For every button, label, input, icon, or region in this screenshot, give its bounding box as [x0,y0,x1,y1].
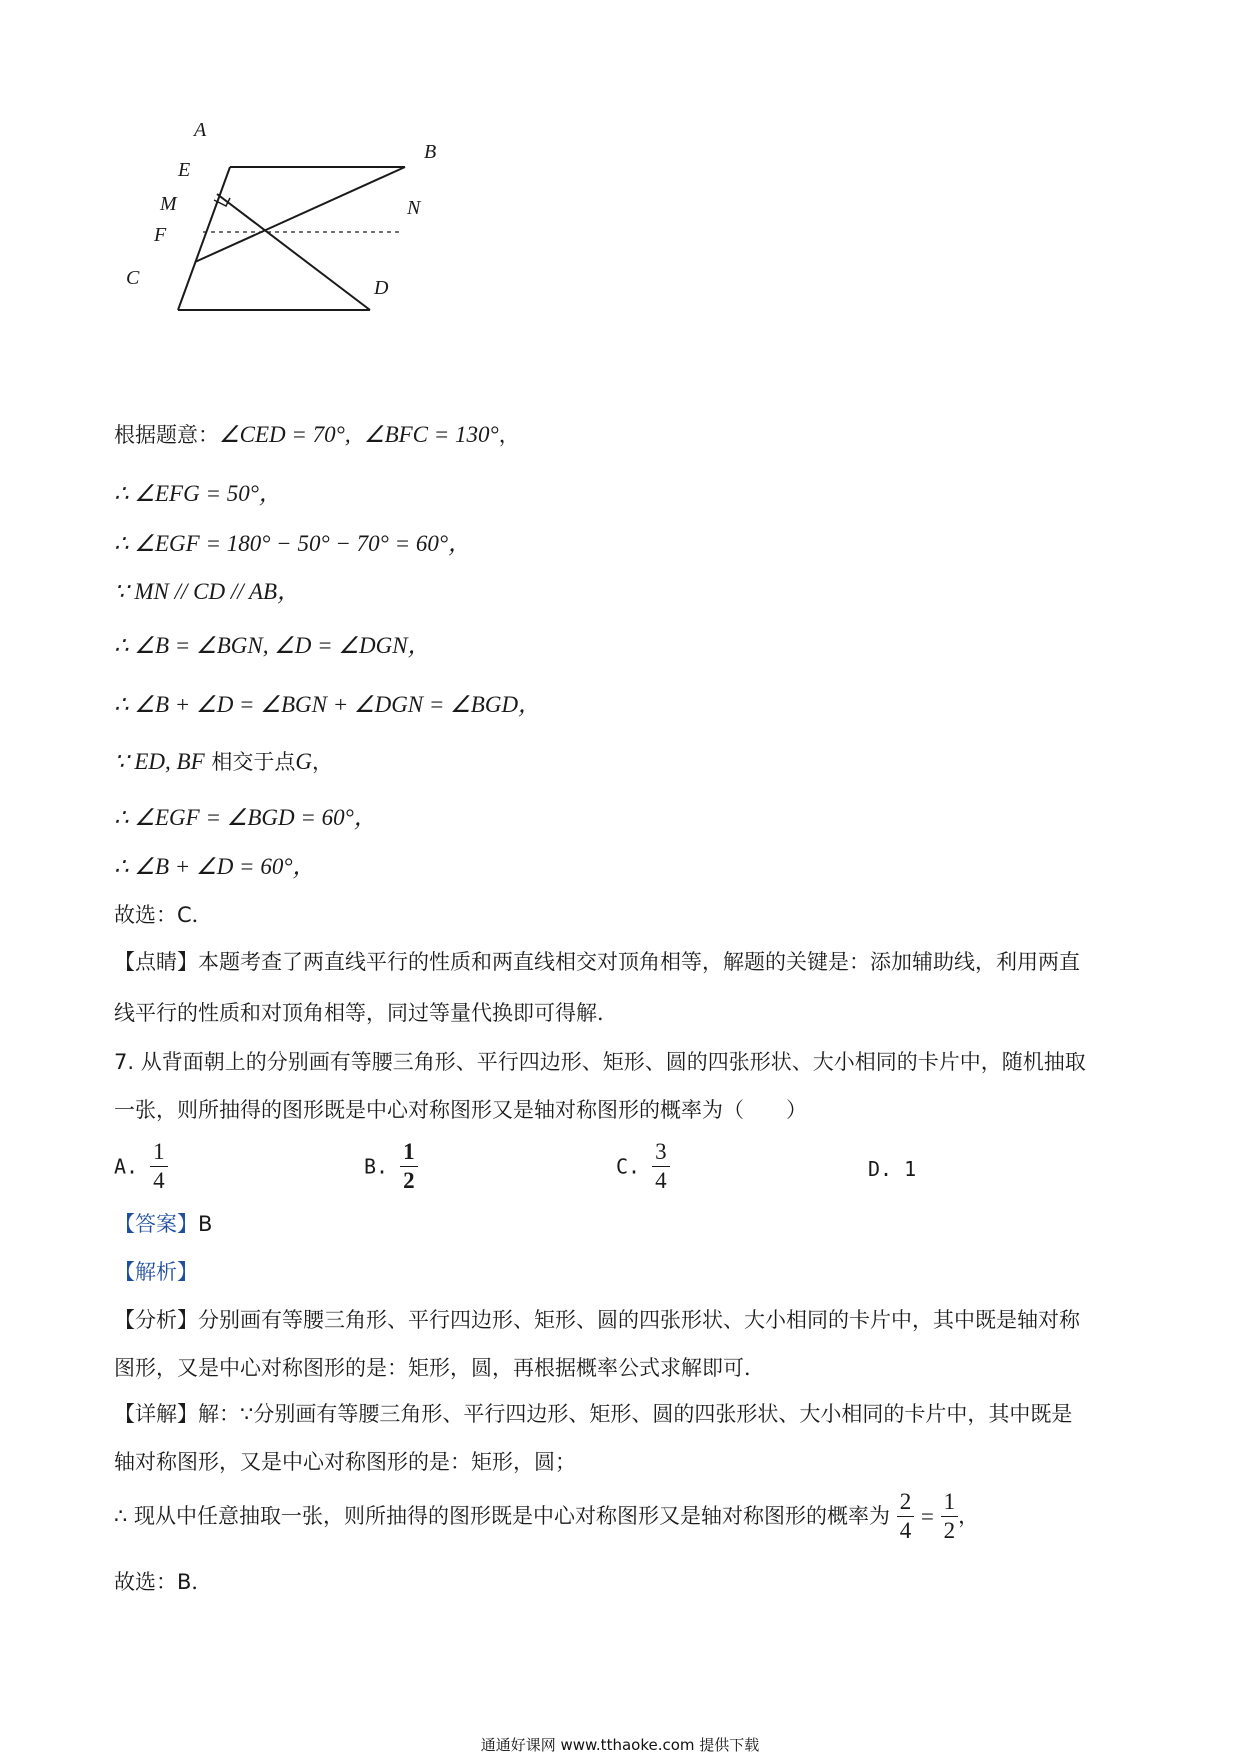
label-m: M [160,193,177,215]
conclusion-line: ∴ 现从中任意抽取一张，则所抽得的图形既是中心对称图形又是轴对称图形的概率为 $\frac{2}{4}$ = $\frac{1}{2}$ ， [114,1489,980,1544]
dianjing-line-1: 【点睛】本题考查了两直线平行的性质和两直线相交对顶角相等，解题的关键是：添加辅助线，利用两直 [114,950,1080,974]
segment-bf [195,167,405,262]
geometry-figure [126,119,510,340]
q7-stem-line-2: 一张，则所抽得的图形既是中心对称图形又是轴对称图形的概率为（ ） [114,1098,807,1122]
answer-tag: 【答案】 [114,1212,198,1236]
segment-ac [178,167,230,310]
solution-line-8: ∴ ∠EGF = ∠BGD = 60°， [114,805,377,830]
q7-stem-line-1: 7. 从背面朝上的分别画有等腰三角形、平行四边形、矩形、圆的四张形状、大小相同的卡片中，随机抽取 [114,1050,1086,1074]
fenxi-line-2: 图形，又是中心对称图形的是：矩形，圆，再根据概率公式求解即可． [114,1356,765,1380]
option-b: B. $\frac{1}{2}$ [364,1140,418,1193]
final-answer-line: 故选：B． [114,1570,213,1594]
label-a: A [194,119,207,141]
solution-line-3: ∴ ∠EGF = 180° − 50° − 70° = 60°， [114,531,472,556]
answer-value: B [198,1212,213,1236]
xiangjie-line-2: 轴对称图形，又是中心对称图形的是：矩形，圆； [114,1450,576,1474]
fenxi-line-1: 【分析】分别画有等腰三角形、平行四边形、矩形、圆的四张形状、大小相同的卡片中，其中既是轴对称 [114,1308,1080,1332]
answer-line [114,1214,212,1235]
option-b-fraction: $\frac{1}{2}$ [400,1140,418,1193]
option-a-fraction: $\frac{1}{4}$ [150,1140,168,1193]
solution-line-10: 故选：C． [114,903,213,927]
footer-credit: 通通好课网 www.tthaoke.com 提供下载 [480,1736,760,1754]
segment-ed [217,194,370,310]
solution-line-9: ∴ ∠B + ∠D = 60°， [114,854,316,879]
option-d: D. 1 [868,1157,917,1181]
option-a: A. $\frac{1}{4}$ [114,1140,168,1193]
label-c: C [126,267,140,289]
label-f: F [154,224,167,246]
solution-line-6: ∴ ∠B + ∠D = ∠BGN + ∠DGN = ∠BGD， [114,692,542,717]
option-c: C. $\frac{3}{4}$ [616,1140,670,1193]
label-e: E [178,159,191,181]
solution-line-7: ∵ ED, BF 相交于点G， [114,749,333,774]
label-d: D [374,277,389,299]
label-b: B [424,141,437,163]
conclusion-fraction-1: $\frac{2}{4}$ [897,1490,915,1543]
solution-line-5: ∴ ∠B = ∠BGN, ∠D = ∠DGN， [114,633,431,658]
option-c-fraction: $\frac{3}{4}$ [652,1140,670,1193]
dianjing-line-2: 线平行的性质和对顶角相等，同过等量代换即可得解． [114,1001,618,1025]
xiangjie-line-1: 【详解】解：∵分别画有等腰三角形、平行四边形、矩形、圆的四张形状、大小相同的卡片中，其中既是 [114,1402,1073,1426]
solution-line-4: ∵ MN // CD // AB， [114,579,301,604]
solution-line-1: 根据题意：∠CED = 70°, ∠BFC = 130°， [114,422,520,447]
jiexi-tag: 【解析】 [114,1260,198,1284]
label-n: N [407,197,421,219]
conclusion-fraction-2: $\frac{1}{2}$ [941,1490,959,1543]
solution-line-2: ∴ ∠EFG = 50°， [114,481,282,506]
